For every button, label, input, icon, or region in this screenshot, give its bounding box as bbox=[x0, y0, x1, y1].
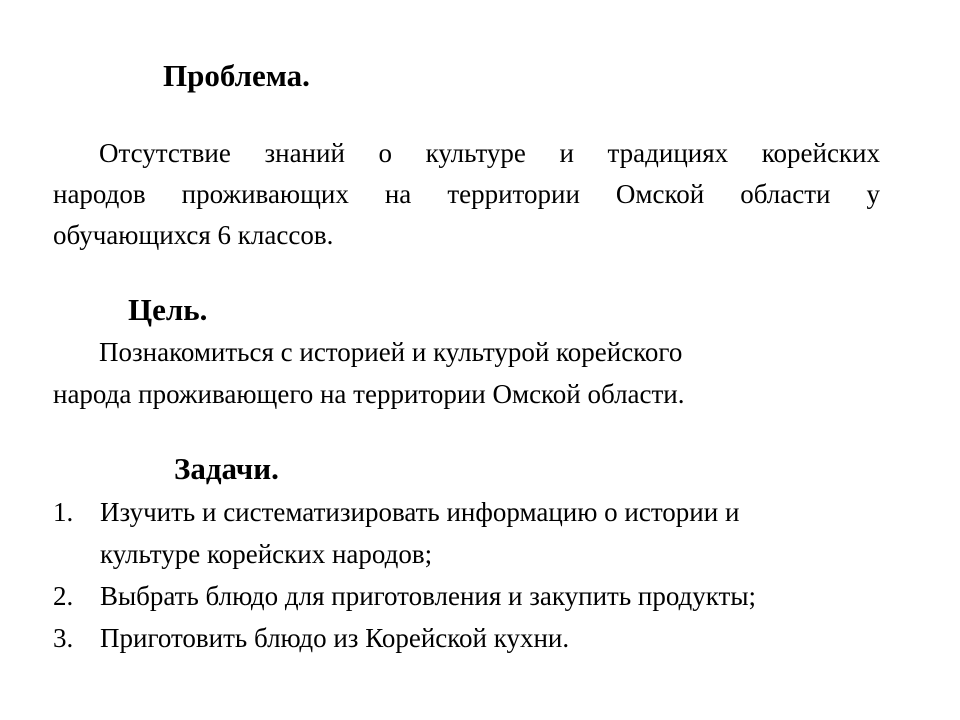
task-number: 1. bbox=[53, 497, 74, 527]
task-number: 2. bbox=[53, 581, 74, 611]
goal-heading: Цель. bbox=[128, 292, 208, 327]
task-line: Изучить и систематизировать информацию о истории и bbox=[100, 497, 740, 527]
task-number: 3. bbox=[53, 623, 74, 653]
problem-line: обучающихся 6 классов. bbox=[53, 220, 334, 250]
task-list bbox=[53, 491, 913, 659]
problem-line: народов проживающих на территории Омской области у bbox=[53, 179, 880, 209]
task-text bbox=[100, 491, 913, 575]
task-line: Приготовить блюдо из Корейской кухни. bbox=[100, 623, 570, 653]
goal-paragraph bbox=[53, 331, 880, 415]
task-line: культуре корейских народов; bbox=[100, 539, 433, 569]
task-item bbox=[53, 617, 913, 659]
task-item bbox=[53, 491, 913, 575]
task-line: Выбрать блюдо для приготовления и закупить продукты; bbox=[100, 581, 757, 611]
task-text bbox=[100, 575, 913, 617]
problem-line: Отсутствие знаний о культуре и традициях корейских bbox=[99, 138, 880, 168]
goal-line: Познакомиться с историей и культурой корейского bbox=[99, 337, 683, 367]
task-item bbox=[53, 575, 913, 617]
problem-heading: Проблема. bbox=[163, 58, 310, 93]
problem-paragraph bbox=[53, 133, 880, 256]
tasks-heading: Задачи. bbox=[174, 451, 279, 486]
task-text bbox=[100, 617, 913, 659]
goal-line: народа проживающего на территории Омской области. bbox=[53, 379, 685, 409]
